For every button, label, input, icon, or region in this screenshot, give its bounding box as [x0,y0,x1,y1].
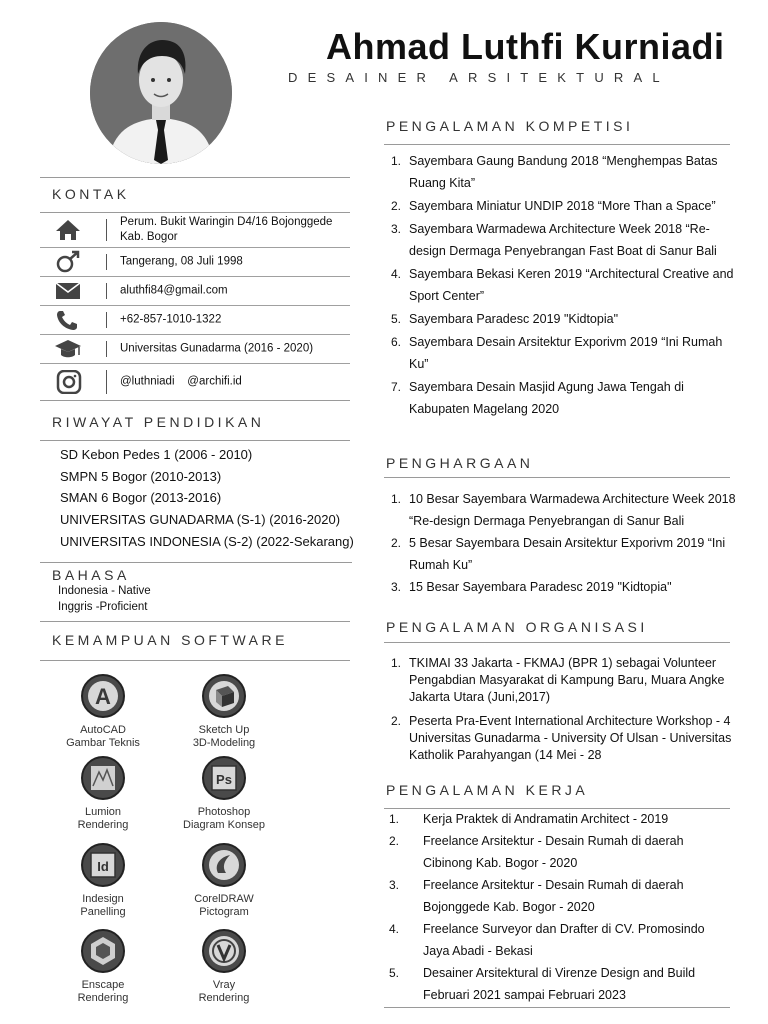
organisasi-list [391,655,743,764]
education-item: UNIVERSITAS INDONESIA (S-2) (2022-Sekarang) [60,534,354,549]
kontak-birth-row [40,248,350,277]
list-item: 7. Sayembara Desain Masjid Agung Jawa Tengah di Kabupaten Magelang 2020 [391,380,684,416]
svg-text:A: A [95,684,111,709]
list-item: 2. 5 Besar Sayembara Desain Arsitektur Exporivm 2019 “Ini Rumah Ku” [391,536,726,572]
separator [106,370,107,394]
divider [384,144,730,145]
profile-photo [90,22,232,164]
list-item: 2. Sayembara Miniatur UNDIP 2018 “More Than a Space” [391,199,716,213]
software-name: Sketch Up [198,724,250,736]
indesign-icon [81,843,125,887]
male-gender-icon [54,250,82,274]
divider [40,177,350,178]
software-name: Lumion [84,806,122,818]
kontak-text: Perum. Bukit Waringin D4/16 Bojonggede Kab. Bogor [120,216,333,243]
list-item: 5. Sayembara Paradesc 2019 "Kidtopia" [391,312,619,326]
list-item: 5. Desainer Arsitektural di Virenze Design and Build Februari 2021 sampai Februari 2023 [389,966,696,1002]
phone-icon [54,308,82,332]
list-item: 2. Freelance Arsitektur - Desain Rumah di daerah Cibinong Kab. Bogor - 2020 [389,834,684,870]
sketchup-icon [202,674,246,718]
bahasa-title: BAHASA [52,567,130,583]
software-use: Rendering [198,992,250,1004]
kontak-text: +62-857-1010-1322 [120,313,222,326]
organisasi-title: PENGALAMAN ORGANISASI [386,619,648,635]
software-use: 3D-Modeling [192,737,256,749]
enscape-icon [81,929,125,973]
software-name: Enscape [81,979,125,991]
kontak-address-row [40,213,350,248]
education-item: UNIVERSITAS GUNADARMA (S-1) (2016-2020) [60,512,341,527]
divider [40,440,350,441]
vray-icon [202,929,246,973]
software-use: Pictogram [199,906,249,918]
kontak-instagram-row [40,364,350,400]
graduation-cap-icon [54,337,82,361]
autocad-icon [81,674,125,718]
penghargaan-list [391,488,739,598]
software-use: Diagram Konsep [183,819,265,831]
education-item: SMAN 6 Bogor (2013-2016) [60,490,222,505]
person-name: Ahmad Luthfi Kurniadi [326,26,725,67]
svg-text:Ps: Ps [216,772,232,787]
language-item: Indonesia - Native [58,585,151,597]
software-use: Rendering [77,819,129,831]
coreldraw-icon [202,843,246,887]
pendidikan-title: RIWAYAT PENDIDIKAN [52,414,265,430]
instagram-icon [54,370,82,394]
education-item: SD Kebon Pedes 1 (2006 - 2010) [60,447,253,462]
kompetisi-title: PENGALAMAN KOMPETISI [386,118,634,134]
software-item-sketchup [169,674,279,750]
divider [384,1007,730,1008]
list-item: 3. Freelance Arsitektur - Desain Rumah di daerah Bojonggede Kab. Bogor - 2020 [389,878,684,914]
kontak-text[interactable]: aluthfi84@gmail.com [120,284,228,297]
software-name: Vray [212,979,236,991]
software-title: KEMAMPUAN SOFTWARE [52,632,288,648]
kontak-text: Tangerang, 08 Juli 1998 [120,255,243,268]
list-item: 2. Peserta Pra-Event International Architecture Workshop - 4 Universitas Gunadarma - University Of Ulsan - Universitas Katholik Parahyangan (14 Mei - 28 [391,714,732,762]
list-item: 4. Sayembara Bekasi Keren 2019 “Architectural Creative and Sport Center” [391,267,734,303]
divider [40,660,350,661]
software-item-coreldraw [169,843,279,919]
kompetisi-list [391,150,734,420]
software-item-vray [169,929,279,1005]
lumion-icon [81,756,125,800]
home-icon [54,218,82,242]
list-item: 1. Kerja Praktek di Andramatin Architect - 2019 [389,812,669,826]
list-item: 1. Sayembara Gaung Bandung 2018 “Menghempas Batas Ruang Kita” [391,154,718,190]
divider [40,400,350,401]
software-name: Indesign [82,893,124,905]
separator [106,283,107,299]
kerja-title: PENGALAMAN KERJA [386,782,589,798]
photoshop-icon [202,756,246,800]
divider [40,562,352,563]
penghargaan-title: PENGHARGAAN [386,455,534,471]
software-item-enscape [48,929,158,1005]
separator [106,254,107,270]
software-item-photoshop [169,756,279,832]
software-use: Panelling [80,906,126,918]
divider [40,621,350,622]
job-title: DESAINER ARSITEKTURAL [288,70,670,85]
svg-text:Id: Id [97,859,109,874]
separator [106,219,107,241]
software-name: AutoCAD [80,724,126,736]
software-item-lumion [48,756,158,832]
kontak-title: KONTAK [52,186,130,202]
divider [384,642,730,643]
software-name: Photoshop [197,806,251,818]
language-item: Inggris -Proficient [58,601,148,613]
kerja-list [389,808,734,1006]
kontak-email-row [40,277,350,306]
list-item: 6. Sayembara Desain Arsitektur Exporivm 2019 “Ini Rumah Ku” [391,335,723,371]
envelope-icon [54,279,82,303]
software-item-indesign [48,843,158,919]
separator [106,312,107,328]
kontak-phone-row [40,306,350,335]
separator [106,341,107,357]
kontak-education-row [40,335,350,364]
list-item: 3. Sayembara Warmadewa Architecture Week 2018 “Re-design Dermaga Penyebrangan Fast Boat di Sanur Bali [391,222,717,258]
software-use: Gambar Teknis [66,737,140,749]
education-item: SMPN 5 Bogor (2010-2013) [60,469,222,484]
list-item: 1. 10 Besar Sayembara Warmadewa Architecture Week 2018 “Re-design Dermaga Penyebrangan di Sanur Bali [391,492,736,528]
kontak-text[interactable]: @luthniadi @archifi.id [120,375,242,388]
software-item-autocad [48,674,158,750]
list-item: 4. Freelance Surveyor dan Drafter di CV. Promosindo Jaya Abadi - Bekasi [389,922,705,958]
kontak-text: Universitas Gunadarma (2016 - 2020) [120,342,314,355]
list-item: 3. 15 Besar Sayembara Paradesc 2019 "Kidtopia" [391,580,672,594]
software-name: CorelDRAW [194,893,254,905]
software-use: Rendering [77,992,129,1004]
list-item: 1. TKIMAI 33 Jakarta - FKMAJ (BPR 1) sebagai Volunteer Pengabdian Masyarakat di Kampung Baru, Muara Angke Jakarta Utara (Juni,2017) [391,656,725,704]
divider [384,477,730,478]
